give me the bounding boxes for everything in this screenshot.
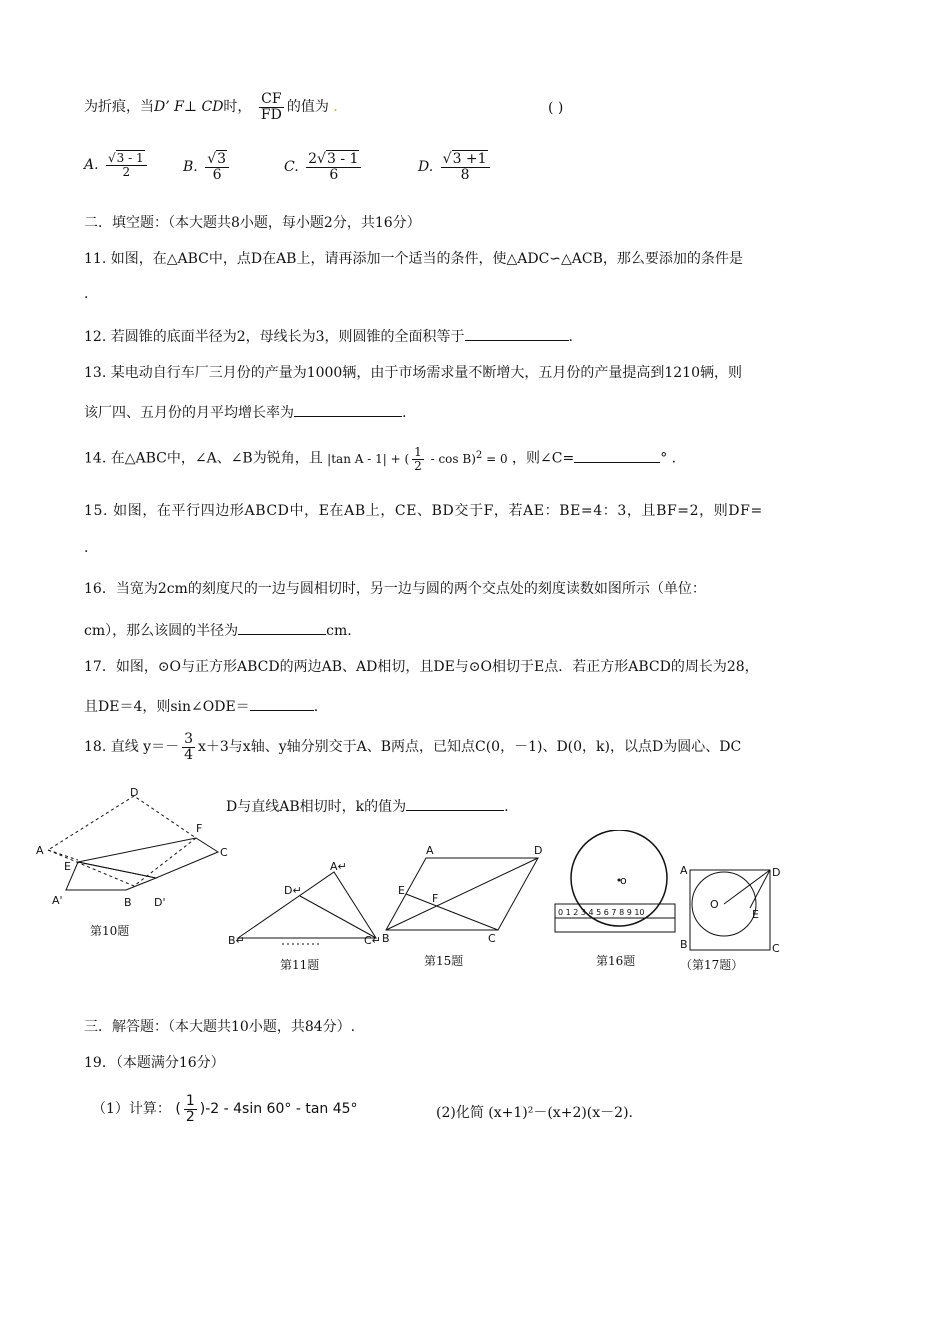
fig17-label-d: D [772, 866, 781, 879]
fig17-label-b: B [680, 938, 688, 951]
q16-unit: cm. [326, 623, 352, 639]
q10-perp: ⊥ [183, 99, 198, 116]
fig17-label-e: E [752, 908, 759, 921]
q14-prefix: 14. 在△ABC中，∠A、∠B为锐角，且 [84, 450, 323, 467]
option-radicand: 3 - 1 [116, 151, 144, 165]
option-num: √3 - 1 [106, 152, 147, 166]
q16-line1: 16．当宽为2cm的刻度尺的一边与圆相切时，另一边与圆的两个交点处的刻度读数如图所示（单位： [84, 581, 706, 597]
option-letter: D. [418, 159, 434, 176]
q10-dprime: D’ [154, 99, 170, 116]
option-radicand: 3 +1 [452, 151, 487, 167]
q10-answer-paren: ( ) [548, 100, 564, 116]
fig15-diagonal-bd [386, 858, 538, 930]
q10-frac-den: FD [260, 106, 282, 123]
fig15-label-b: B [382, 932, 390, 945]
q14-end: ° . [660, 450, 677, 467]
q14-formula-a: |tan A - 1| + ( [327, 451, 410, 466]
caption-fig15: 第15题 [424, 954, 464, 968]
fig11-label-d: D↵ [284, 884, 302, 897]
q14-half-n: 1 [414, 445, 422, 459]
q19-formula-text: -2 - 4sin 60° - tan 45° [205, 1101, 358, 1118]
q19-half [184, 1094, 197, 1124]
q18-prefix: 18. 直线 y＝－ [84, 739, 180, 756]
q14 [84, 446, 676, 472]
option-fraction [205, 152, 229, 182]
fig15-label-c: C [488, 932, 496, 945]
q10-f: F [174, 99, 184, 116]
q14-formula [327, 445, 508, 473]
section-3-title: 三．解答题：（本大题共10小题，共84分）. [84, 1019, 356, 1035]
q13-line2 [84, 402, 406, 422]
fig10-label-f: F [196, 822, 203, 835]
q12-blank[interactable] [465, 326, 569, 341]
option-radicand: 3 - 1 [326, 151, 359, 167]
fig15-label-f: F [432, 892, 439, 905]
fig17-label-c: C [772, 942, 780, 955]
q13-text: 该厂四、五月份的月平均增长率为 [84, 405, 294, 421]
q10-dot: . [333, 99, 338, 116]
caption-fig10: 第10题 [90, 924, 130, 938]
q19-part2: (2)化简 (x+1)²－(x+2)(x－2). [436, 1105, 633, 1121]
q18-end: . [504, 799, 509, 815]
fig17-segment-od [724, 870, 770, 904]
q18-frac-n: 3 [184, 731, 193, 747]
caption-fig16: 第16题 [596, 954, 636, 968]
fig11-label-c: C↵ [364, 934, 381, 947]
option-num: 2√3 - 1 [306, 152, 361, 168]
q14-half [412, 446, 424, 472]
q10-option-a [84, 152, 150, 178]
option-num: √3 +1 [441, 152, 490, 168]
q19-half-d: 2 [185, 1108, 195, 1125]
fig10-label-b: B [124, 896, 132, 909]
q19-half-n: 1 [185, 1093, 195, 1109]
q15-line1: 15. 如图，在平行四边形ABCD中，E在AB上，CE、BD交于F，若AE：BE=4：3，且BF=2，则DF= [84, 503, 763, 519]
q18-blank[interactable] [406, 796, 504, 811]
option-coef: 2 [308, 151, 318, 167]
q17-text: 且DE＝4，则sin∠ODE＝ [84, 699, 250, 715]
q14-formula-c: = 0 [482, 451, 508, 466]
q14-formula-b: - cos B) [426, 451, 476, 466]
q18-fraction [182, 732, 195, 762]
fig17-label-o: O [710, 898, 719, 911]
fig10-label-c: C [220, 846, 228, 859]
q10-stem [84, 92, 338, 122]
q10-option-b [183, 152, 232, 182]
q12 [84, 326, 573, 346]
option-letter: B. [183, 159, 198, 176]
q17-blank[interactable] [250, 696, 314, 711]
option-den: 6 [212, 166, 222, 183]
fig16-ruler-ticks: 0 1 2 3 4 5 6 7 8 9 10 [558, 908, 645, 917]
q13-line1: 13. 某电动自行车厂三月份的产量为1000辆，由于市场需求量不断增大，五月份的产量提高到1210辆，则 [84, 365, 742, 381]
q10-text: 为折痕，当 [84, 99, 154, 116]
fig15-label-a: A [426, 844, 434, 857]
option-den: 2 [122, 164, 131, 179]
q14-blank[interactable] [574, 448, 660, 463]
q18-line2 [226, 796, 509, 816]
q18-text: D与直线AB相切时，k的值为 [226, 799, 407, 815]
q10-frac-num: CF [259, 92, 284, 108]
q19-part1-label: （1）计算： [92, 1101, 171, 1118]
fig15-segment-ec [406, 894, 498, 930]
option-radicand: 3 [217, 151, 227, 167]
q17-line1: 17．如图，⊙O与正方形ABCD的两边AB、AD相切，且DE与⊙O相切于E点．若正方形ABCD的周长为28， [84, 659, 759, 675]
option-den: 8 [460, 166, 470, 183]
figure-16 [552, 830, 678, 936]
q18-line1 [84, 732, 741, 762]
figure-15 [382, 842, 552, 946]
fig16-label-o: o [620, 874, 627, 887]
option-fraction [306, 152, 361, 182]
section-2-title: 二．填空题：（本大题共8小题，每小题2分，共16分） [84, 215, 421, 231]
q13-blank[interactable] [294, 402, 402, 417]
option-num: √3 [205, 152, 229, 168]
fig10-label-e: E [64, 860, 71, 873]
fig11-triangle [238, 872, 376, 938]
q10-fraction [259, 92, 284, 122]
q10-suffix: 的值为 [286, 99, 329, 116]
figure-11 [226, 858, 386, 954]
fig10-flap [78, 838, 218, 878]
q11-line1: 11. 如图，在△ABC中，点D在AB上，请再添加一个适当的条件，使△ADC∽△ACB，那么要添加的条件是 [84, 251, 743, 267]
q10-cd: CD [201, 99, 224, 116]
figure-10 [30, 782, 230, 922]
q18-suffix: x＋3与x轴、y轴分别交于A、B两点，已知点C(0，－1)、D(0，k)，以点D为圆心、DC [198, 739, 742, 756]
fig10-label-dprime: D' [154, 896, 166, 909]
caption-fig17: （第17题） [680, 958, 744, 972]
q10-mid: 时， [223, 99, 252, 116]
q13-end: . [402, 405, 407, 421]
q10-option-c [284, 152, 364, 182]
q10-option-d [418, 152, 493, 182]
option-fraction [106, 152, 147, 178]
fig10-label-aprime: A' [52, 894, 63, 907]
option-letter: C. [284, 159, 299, 176]
fig17-label-a: A [680, 864, 688, 877]
fig10-label-d: D [130, 786, 139, 799]
caption-fig11: 第11题 [280, 958, 320, 972]
q17-line2 [84, 696, 318, 716]
q19-header: 19．（本题满分16分） [84, 1055, 225, 1071]
fig17-segment-de [750, 870, 770, 908]
fig15-label-e: E [398, 884, 405, 897]
option-letter: A. [84, 157, 99, 174]
fig10-dashed-edge [48, 850, 78, 860]
q18-frac-d: 4 [184, 746, 193, 763]
q14-sup: 2 [475, 449, 483, 461]
fig11-segment-dc [300, 896, 376, 938]
q16-text: cm），那么该圆的半径为 [84, 623, 239, 639]
fig11-label-b: B↵ [228, 934, 245, 947]
q14-half-d: 2 [414, 458, 422, 473]
fig11-label-a: A↵ [330, 860, 347, 873]
figure-17 [676, 862, 786, 958]
option-den: 6 [329, 166, 339, 183]
fig10-label-a: A [36, 844, 44, 857]
q12-end: . [568, 329, 573, 345]
q15-line2: . [84, 540, 89, 556]
q11-line2: . [84, 286, 89, 302]
q14-mid: ，则∠C= [512, 450, 575, 467]
q16-line2 [84, 620, 352, 640]
q12-text: 12. 若圆锥的底面半径为2，母线长为3，则圆锥的全面积等于 [84, 329, 465, 345]
option-fraction [441, 152, 490, 182]
q19-part1-formula: ( $\frac{1}{2}$ )-2 - 4sin 60° - tan 45° [175, 1093, 358, 1125]
q17-end: . [313, 699, 319, 715]
fig15-label-d: D [534, 844, 543, 857]
q16-blank[interactable] [238, 620, 326, 635]
q19-part1 [92, 1094, 358, 1124]
